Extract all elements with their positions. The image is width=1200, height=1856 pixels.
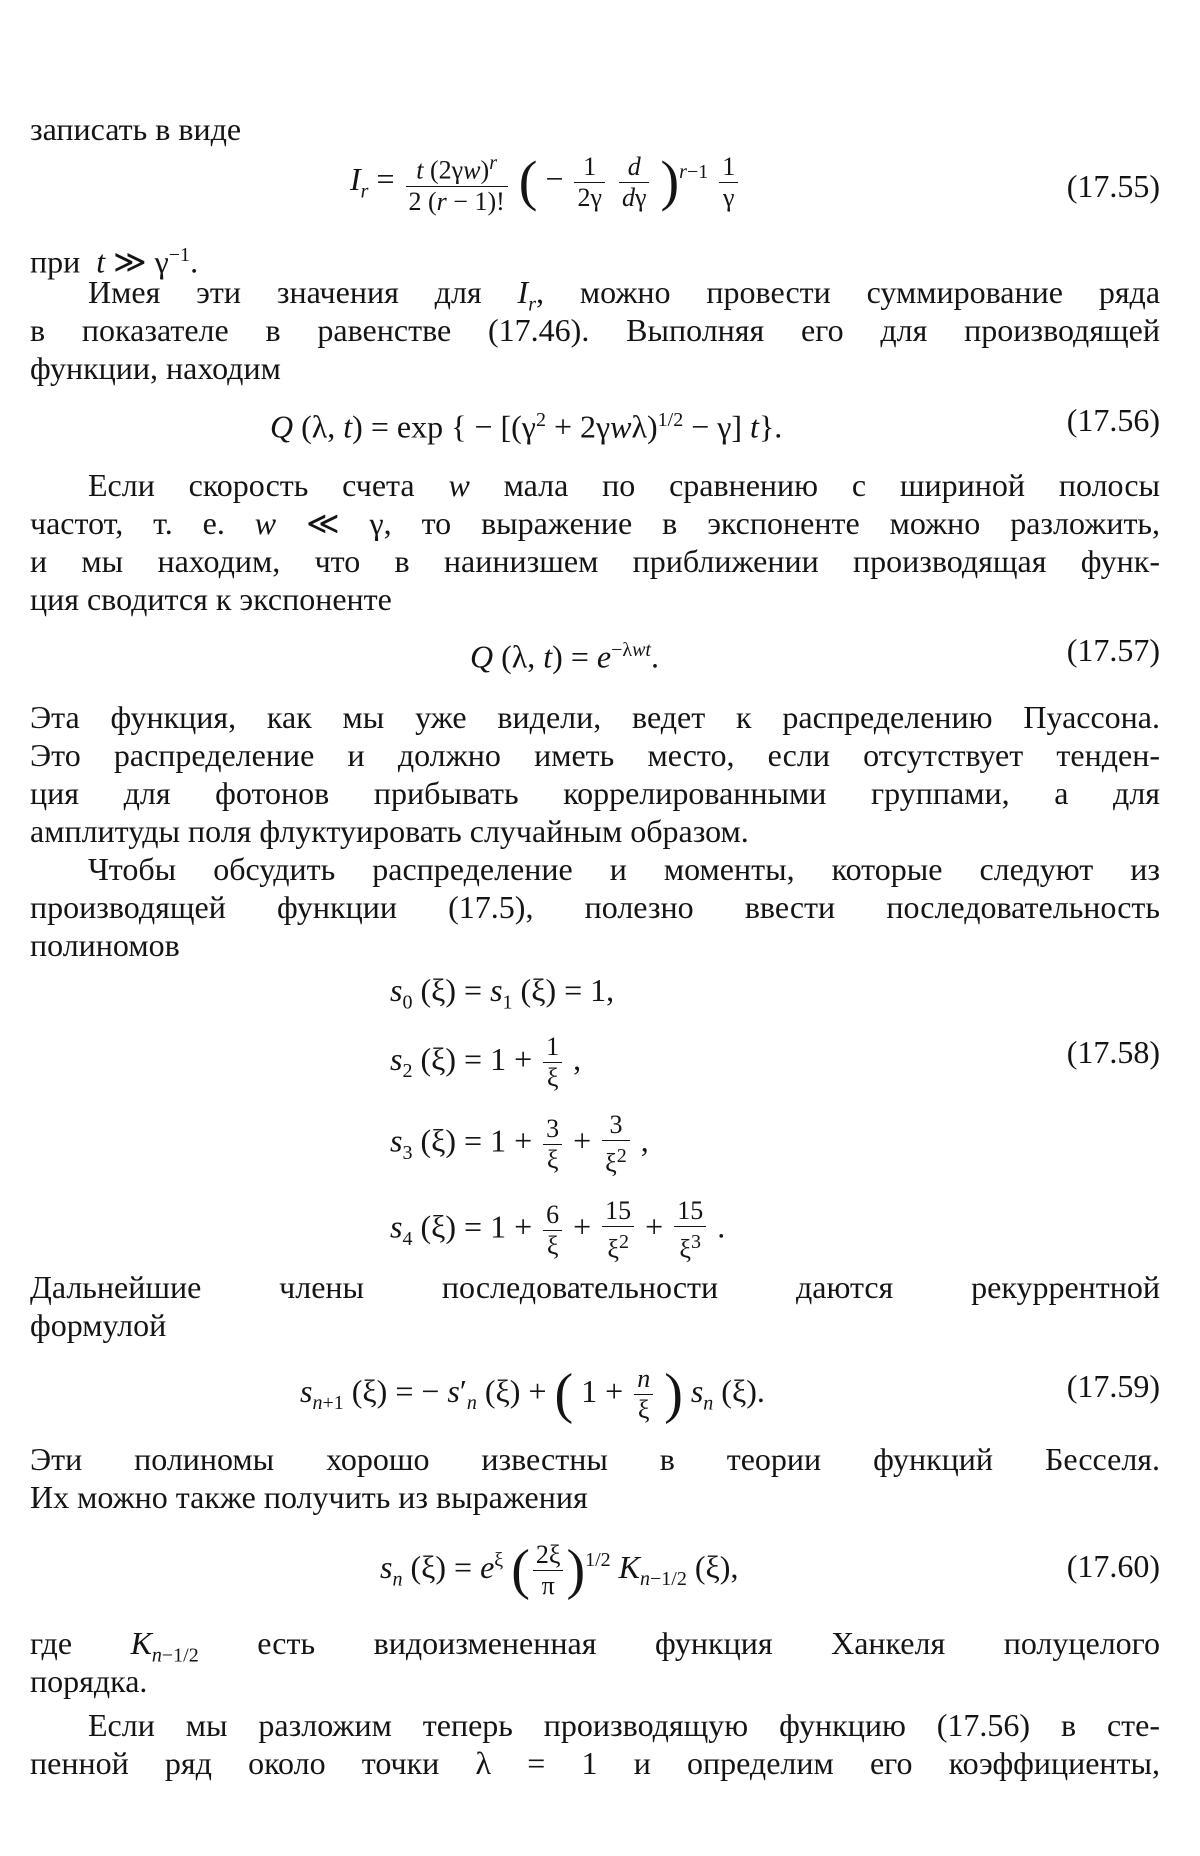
text-line [30, 311, 1160, 349]
text-line [30, 698, 1160, 736]
text-span: Чтобы обсудить распределение и моменты, которые следуют из [88, 851, 1160, 887]
text-line [30, 926, 1160, 964]
text-line: при t ≫ $\gamma^{-1}$. [30, 243, 199, 280]
text-span: где [30, 1625, 73, 1661]
text-line [30, 1662, 1160, 1700]
text-span: Если скорость счета [88, 467, 415, 503]
equation-number: (17.56) [1066, 402, 1160, 438]
text-span: частот, т. е. [30, 505, 225, 541]
text-line [30, 736, 1160, 774]
text-span: функции, находим [30, 350, 281, 386]
equation-number: (17.58) [1066, 1034, 1160, 1070]
text-line: частот, т. е. w ≪ γ, то выражение в экспоненте можно разложить, [30, 505, 1161, 541]
text-line [30, 850, 1160, 888]
text-span: при [30, 243, 81, 280]
equation-17-55: $I_r$ = $\frac{t (2\gamma w)^r}{2 (r - 1)!}$ ( − $\frac{1}{2\gamma}$ $\frac{d}{d\gamma}$ )$^{r-1}$ $\frac{1}{\gamma}$ [350, 148, 741, 217]
text-line: пенной ряд около точки λ = 1 и определим его коэффициенты, [30, 1745, 1161, 1781]
text-span: Имея эти значения для [88, 274, 482, 310]
text-span: порядка. [30, 1663, 148, 1699]
text-line [30, 812, 1160, 850]
text-span: записать в виде [30, 111, 242, 147]
equation-17-60: $s_n$ $(\xi) = e^\xi$ ( $\frac{2\xi}{\pi}$ )$^{1/2}$ $K_{n-1/2}$ (ξ), [380, 1538, 739, 1601]
text-line [30, 349, 1160, 387]
text-line [30, 1706, 1160, 1744]
equation-number: (17.57) [1066, 632, 1160, 668]
text-line: где $K_{n-1/2}$ есть видоизмененная функция Ханкеля полуцелого [30, 1625, 1160, 1667]
text-span: ция для фотонов прибывать коррелированными группами, а для [30, 775, 1160, 811]
text-span: ция сводится к экспоненте [30, 581, 392, 617]
equation-17-58-line-3: $s_3$ (ξ) = 1 + $\frac{3}{\xi}$ + $\frac{3}{\xi^2}$ , [390, 1110, 649, 1178]
text-span: мала по сравнению с шириной полосы [503, 467, 1161, 503]
text-span: Если мы разложим теперь производящую функцию (17.56) в сте- [88, 1707, 1160, 1743]
text-span: пенной ряд около точки [30, 1745, 440, 1781]
equation-number: (17.59) [1066, 1368, 1160, 1404]
equation-number: (17.60) [1066, 1548, 1160, 1584]
text-span: в показателе в равенстве (17.46). Выполняя его для производящей [30, 312, 1160, 348]
text-line [30, 580, 1160, 618]
text-span: Их можно также получить из выражения [30, 1479, 588, 1515]
text-line [30, 1306, 1160, 1344]
text-span: Эти полиномы хорошо известны в теории функций Бесселя. [30, 1441, 1160, 1477]
text-span: амплитуды поля флуктуировать случайным образом. [30, 813, 749, 849]
text-line: Если скорость счета w мала по сравнению с шириной полосы [88, 467, 1161, 503]
equation-number: (17.55) [1066, 168, 1160, 204]
text-line [30, 110, 1160, 148]
text-line [30, 1268, 1160, 1306]
equation-17-56: Q (λ, t) = exp { − $[(\gamma^2 + 2\gamma w\lambda)^{1/2} - \gamma]$ t}. [270, 408, 783, 445]
text-line [30, 542, 1160, 580]
text-span: есть видоизмененная функция Ханкеля полуцелого [257, 1625, 1160, 1661]
equation-17-57: Q (λ, $t) = e^{-\lambda wt}$. [470, 638, 659, 675]
text-span: и мы находим, что в наинизшем приближении производящая функ- [30, 543, 1160, 579]
text-span: то выражение в экспоненте можно разложить, [421, 505, 1161, 541]
text-span: можно провести суммирование ряда [579, 274, 1161, 310]
text-span: Дальнейшие члены последовательности даются рекуррентной [30, 1269, 1160, 1305]
equation-17-58-line-2: $s_2$ (ξ) = 1 + $\frac{1}{\xi}$ , [390, 1032, 582, 1092]
equation-17-59: $s_{n+1}$ (ξ) = − $s'_n$ (ξ) + ( 1 + $\frac{n}{\xi}$ ) $s_n$ (ξ). [300, 1362, 765, 1425]
text-span: Это распределение и должно иметь место, если отсутствует тенден- [30, 737, 1160, 773]
text-line [30, 888, 1160, 926]
text-span: производящей функции (17.5), полезно ввести последовательность [30, 889, 1160, 925]
text-span: и определим его коэффициенты, [633, 1745, 1161, 1781]
text-line [30, 1440, 1160, 1478]
text-span: Эта функция, как мы уже видели, ведет к распределению Пуассона. [30, 699, 1160, 735]
text-span: полиномов [30, 927, 180, 963]
equation-17-58-line-1: $s_0$ $(\xi) = s_1$ (ξ) = 1, [390, 972, 615, 1014]
text-line: Имея эти значения для $I_r$, можно провести суммирование ряда [88, 274, 1161, 316]
text-span: формулой [30, 1307, 167, 1343]
text-line [30, 1478, 1160, 1516]
text-line [30, 774, 1160, 812]
equation-17-58-line-4: $s_4$ (ξ) = 1 + $\frac{6}{\xi}$ + $\frac{15}{\xi^2}$ + $\frac{15}{\xi^3}$ . [390, 1196, 726, 1264]
